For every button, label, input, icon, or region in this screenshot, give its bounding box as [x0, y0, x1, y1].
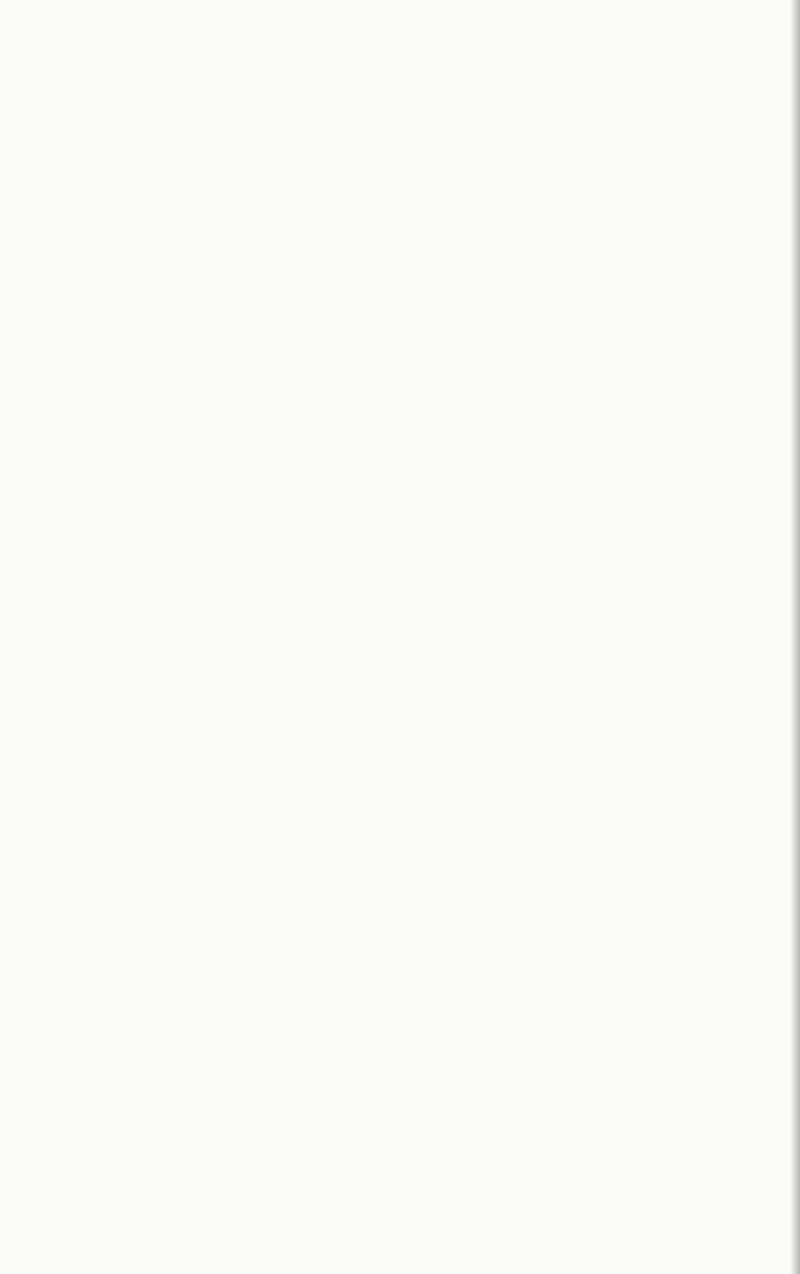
bibliography-list: [90, 112, 765, 134]
page-edge-shadow: [790, 0, 800, 1274]
page-header: [92, 74, 772, 96]
